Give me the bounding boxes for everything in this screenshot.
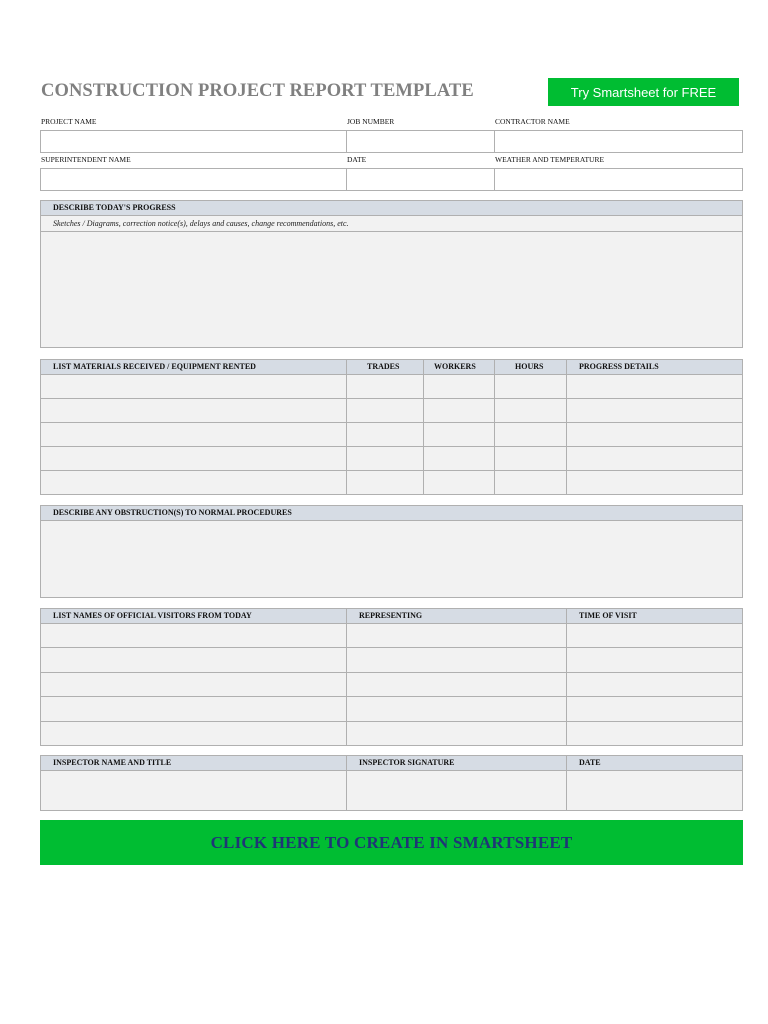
page-title: CONSTRUCTION PROJECT REPORT TEMPLATE <box>41 81 474 101</box>
table-row[interactable] <box>40 697 743 721</box>
progress-heading: DESCRIBE TODAY'S PROGRESS <box>53 203 176 212</box>
materials-table <box>40 375 743 495</box>
date-field[interactable] <box>346 168 495 191</box>
try-smartsheet-button[interactable]: Try Smartsheet for FREE <box>548 78 739 106</box>
superintendent-name-label: SUPERINTENDENT NAME <box>41 155 131 164</box>
inspector-col-signature: INSPECTOR SIGNATURE <box>359 758 455 767</box>
weather-label: WEATHER AND TEMPERATURE <box>495 155 605 164</box>
job-number-field[interactable] <box>346 130 495 153</box>
table-row[interactable] <box>40 375 743 399</box>
create-in-smartsheet-button[interactable]: CLICK HERE TO CREATE IN SMARTSHEET <box>40 820 743 865</box>
materials-col-progress-details: PROGRESS DETAILS <box>579 362 659 371</box>
visitors-col-representing: REPRESENTING <box>359 611 423 620</box>
table-row[interactable] <box>40 423 743 447</box>
job-number-label: JOB NUMBER <box>347 117 395 126</box>
visitors-header <box>40 608 743 624</box>
project-name-label: PROJECT NAME <box>41 117 97 126</box>
visitors-table <box>40 624 743 746</box>
materials-col-trades: TRADES <box>367 362 400 371</box>
table-row[interactable] <box>40 447 743 471</box>
obstructions-header <box>40 505 743 521</box>
date-label: DATE <box>347 155 367 164</box>
inspector-col-name-title: INSPECTOR NAME AND TITLE <box>53 758 172 767</box>
weather-field[interactable] <box>494 168 743 191</box>
inspector-header <box>40 755 743 771</box>
table-row[interactable] <box>40 471 743 495</box>
materials-header <box>40 359 743 375</box>
progress-text-area[interactable] <box>40 232 743 348</box>
table-row[interactable] <box>40 673 743 697</box>
inspector-row[interactable] <box>40 771 743 811</box>
table-row[interactable] <box>40 722 743 746</box>
project-name-field[interactable] <box>40 130 347 153</box>
superintendent-name-field[interactable] <box>40 168 347 191</box>
obstructions-heading: DESCRIBE ANY OBSTRUCTION(S) TO NORMAL PROCEDURES <box>53 508 292 517</box>
table-row[interactable] <box>40 624 743 648</box>
table-row[interactable] <box>40 399 743 423</box>
contractor-name-label: CONTRACTOR NAME <box>495 117 570 126</box>
contractor-name-field[interactable] <box>494 130 743 153</box>
obstructions-text-area[interactable] <box>40 521 743 598</box>
inspector-col-date: DATE <box>579 758 601 767</box>
materials-col-list: LIST MATERIALS RECEIVED / EQUIPMENT RENTED <box>53 362 256 371</box>
inspector-table <box>40 771 743 811</box>
visitors-col-time: TIME OF VISIT <box>579 611 637 620</box>
materials-col-workers: WORKERS <box>434 362 476 371</box>
progress-header <box>40 200 743 216</box>
progress-subheading: Sketches / Diagrams, correction notice(s), delays and causes, change recommendations, etc. <box>40 216 743 232</box>
table-row[interactable] <box>40 648 743 672</box>
visitors-col-names: LIST NAMES OF OFFICIAL VISITORS FROM TODAY <box>53 611 252 620</box>
materials-col-hours: HOURS <box>515 362 544 371</box>
